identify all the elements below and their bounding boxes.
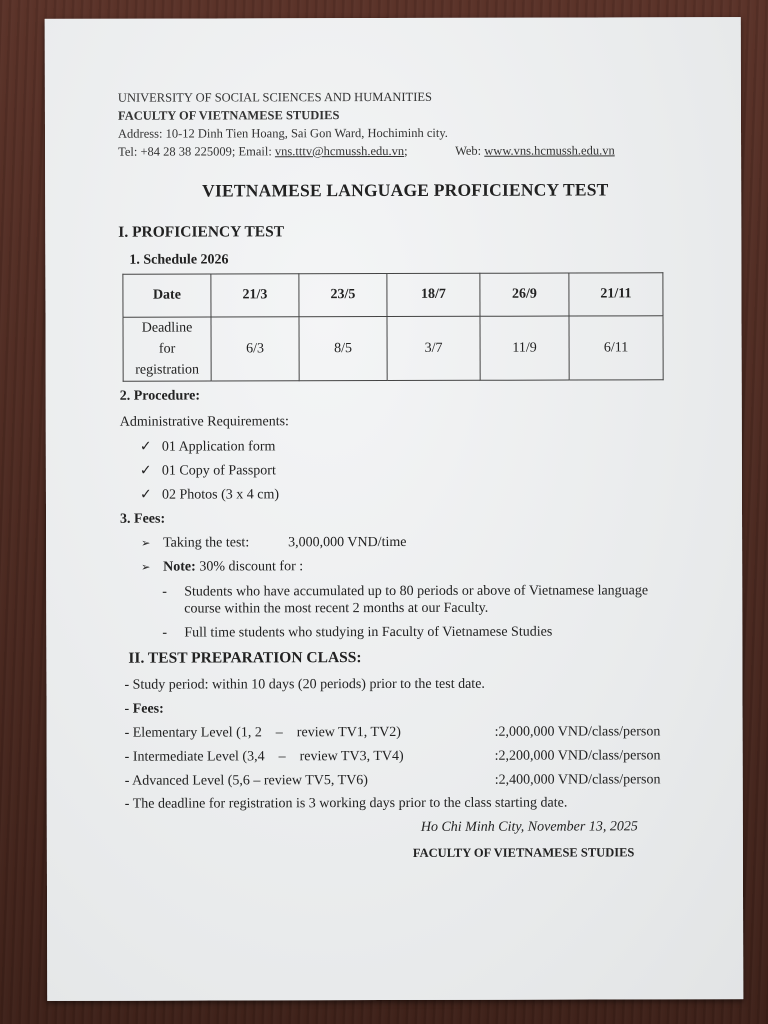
level-label: - Advanced Level (5,6 – review TV5, TV6) xyxy=(124,773,368,789)
test-fee-line xyxy=(141,535,249,551)
procedure-intro: Administrative Requirements: xyxy=(119,414,289,430)
date-cell: 21/11 xyxy=(569,273,663,316)
email-suffix: ; xyxy=(404,143,408,158)
list-item xyxy=(140,462,276,479)
deadline-label-line: Deadline xyxy=(141,320,193,336)
fees-heading: 3. Fees: xyxy=(120,511,166,527)
class-deadline: - The deadline for registration is 3 working days prior to the class starting date. xyxy=(124,795,568,812)
level-price: :2,000,000 VND/class/person xyxy=(494,724,661,740)
study-period: - Study period: within 10 days (20 periods) prior to the test date. xyxy=(124,676,485,693)
deadline-cell: 6/3 xyxy=(211,317,299,381)
deadline-label-line: for xyxy=(158,341,176,357)
deadline-cell: 8/5 xyxy=(299,317,387,381)
web-label: Web: xyxy=(455,143,485,158)
list-item xyxy=(140,438,276,455)
schedule-heading: 1. Schedule 2026 xyxy=(129,252,229,268)
list-item-text: 02 Photos (3 x 4 cm) xyxy=(161,487,280,503)
dash-icon: - xyxy=(162,584,167,600)
table-row-dates xyxy=(123,273,663,317)
test-fee-label: Taking the test: xyxy=(163,535,250,551)
level-price: :2,400,000 VND/class/person xyxy=(494,772,661,788)
procedure-heading: 2. Procedure: xyxy=(119,388,201,404)
deadline-label-cell xyxy=(123,317,211,381)
check-icon: ✓ xyxy=(139,487,152,503)
document-page xyxy=(45,17,744,1001)
level-price: :2,200,000 VND/class/person xyxy=(494,748,661,764)
web-link[interactable]: www.vns.hcmussh.edu.vn xyxy=(484,143,615,158)
email-link[interactable]: vns.tttv@hcmussh.edu.vn xyxy=(274,143,405,159)
date-label-cell: Date xyxy=(123,274,211,317)
date-cell: 26/9 xyxy=(480,273,569,316)
schedule-table xyxy=(122,272,663,381)
table-row-deadlines xyxy=(123,316,663,381)
check-icon: ✓ xyxy=(139,463,152,479)
discount-1-line1: Students who have accumulated up to 80 periods or above of Vietnamese language xyxy=(184,583,649,600)
deadline-label-line: registration xyxy=(135,362,200,378)
deadline-cell: 6/11 xyxy=(569,316,663,380)
check-icon: ✓ xyxy=(139,439,152,455)
arrow-icon: ➢ xyxy=(141,561,151,574)
class-fees-heading: - Fees: xyxy=(124,701,164,717)
list-item-text: 01 Application form xyxy=(161,439,276,455)
list-item xyxy=(140,486,279,503)
test-fee-value: 3,000,000 VND/time xyxy=(288,534,407,551)
address: Address: 10-12 Dinh Tien Hoang, Sai Gon Ward, Hochiminh city. xyxy=(117,125,448,141)
deadline-cell: 11/9 xyxy=(480,316,569,380)
place-date: Ho Chi Minh City, November 13, 2025 xyxy=(420,819,638,835)
discount-2: Full time students who studying in Faculty of Vietnamese Studies xyxy=(184,624,553,641)
level-label: - Elementary Level (1, 2 – review TV1, TV2) xyxy=(124,724,401,741)
dash-icon: - xyxy=(162,625,168,641)
section1-heading: I. PROFICIENCY TEST xyxy=(118,223,285,241)
faculty-name: FACULTY OF VIETNAMESE STUDIES xyxy=(117,108,340,123)
section2-heading: II. TEST PREPARATION CLASS: xyxy=(128,649,362,667)
note-label: Note: xyxy=(163,559,196,575)
page-title: VIETNAMESE LANGUAGE PROFICIENCY TEST xyxy=(202,179,609,201)
discount-1-line2: course within the most recent 2 months at our Faculty. xyxy=(184,600,489,617)
date-cell: 18/7 xyxy=(387,273,480,316)
level-label: - Intermediate Level (3,4 – review TV3, TV4) xyxy=(124,748,404,765)
note-line xyxy=(141,559,303,575)
signature-faculty: FACULTY OF VIETNAMESE STUDIES xyxy=(412,845,635,860)
contact-line xyxy=(118,144,408,160)
contact-prefix: Tel: +84 28 38 225009; Email: xyxy=(118,144,275,159)
university-name: UNIVERSITY OF SOCIAL SCIENCES AND HUMANITIES xyxy=(117,89,432,105)
note-text: 30% discount for : xyxy=(195,559,304,575)
web-line xyxy=(455,143,615,158)
date-cell: 23/5 xyxy=(299,274,387,317)
date-cell: 21/3 xyxy=(211,274,299,317)
arrow-icon: ➢ xyxy=(141,537,151,550)
deadline-cell: 3/7 xyxy=(387,316,480,380)
list-item-text: 01 Copy of Passport xyxy=(161,463,276,479)
